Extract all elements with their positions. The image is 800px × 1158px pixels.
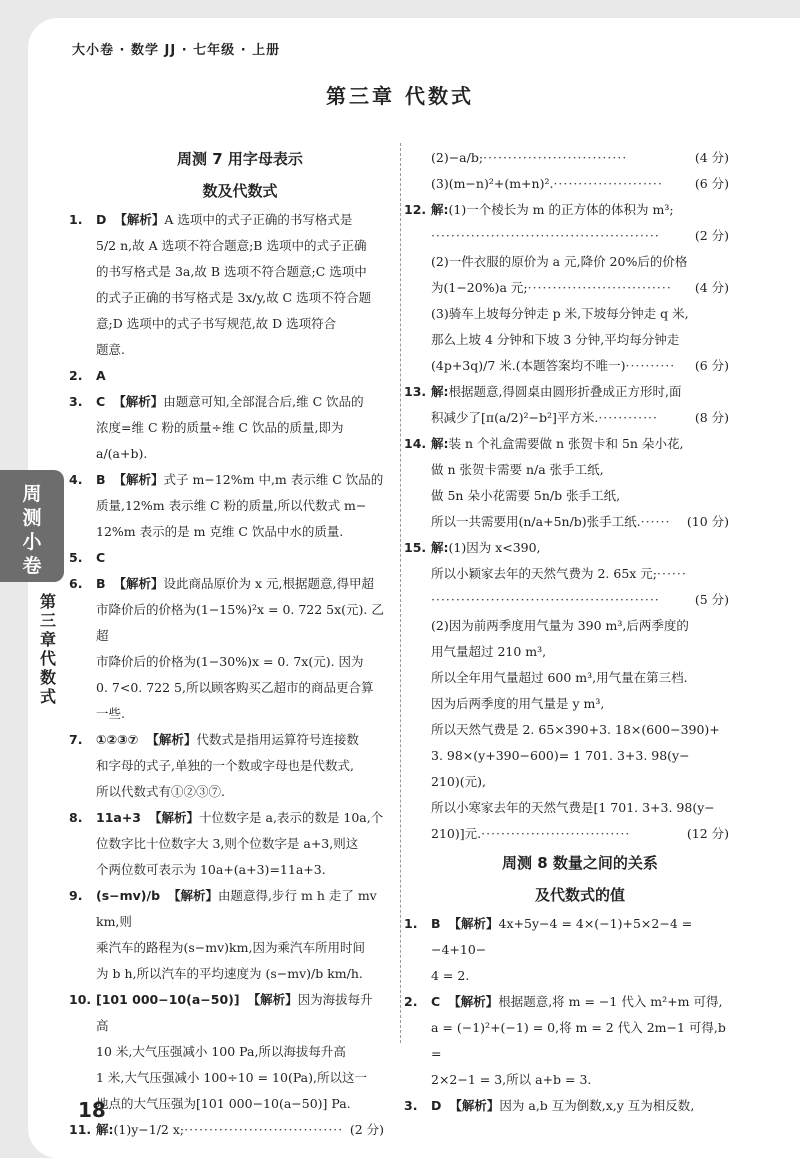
analysis-tag: 【解析】 xyxy=(114,212,165,227)
question-number: 5. xyxy=(69,550,83,565)
answer-line xyxy=(96,1091,384,1117)
answer-line xyxy=(96,259,384,285)
score-points: (4 分) xyxy=(694,150,729,165)
analysis-tag: 【解析】 xyxy=(247,992,298,1007)
score-points: (10 分) xyxy=(686,514,729,529)
answer-line xyxy=(96,753,384,779)
answer-text: 十位数字是 a,表示的数是 10a,个 xyxy=(199,810,384,825)
dot-leader: ······ xyxy=(640,514,671,529)
answer-text: 一些. xyxy=(96,706,125,721)
answer-line xyxy=(96,285,384,311)
question-number: 1. xyxy=(69,212,83,227)
answer-line xyxy=(431,587,729,613)
solution-label: 解: xyxy=(431,202,449,217)
answer-text: (4p+3q)/7 米.(本题答案均不唯一) xyxy=(431,358,626,373)
answer-text: 积减少了[π(a/2)²−b²]平方米. xyxy=(431,410,599,425)
answer-line xyxy=(96,675,384,701)
answer-line xyxy=(431,691,729,717)
answer-text: 所以小寒家去年的天然气费是[1 701. 3+3. 98(y− xyxy=(431,800,715,815)
answer-text: 市降价后的价格为(1−30%)x = 0. 7x(元). 因为 xyxy=(96,654,364,669)
answer-line xyxy=(431,249,729,275)
answer-text: 10 米,大气压强减小 100 Pa,所以海拔每升高 xyxy=(96,1044,346,1059)
answer-text: 那么上坡 4 分钟和下坡 3 分钟,平均每分钟走 xyxy=(431,332,680,347)
answer-line xyxy=(431,457,729,483)
answer-line xyxy=(96,857,384,883)
dot-leader: ·········· xyxy=(625,358,676,373)
answer-line xyxy=(96,935,384,961)
answer-line xyxy=(431,301,729,327)
answer-line xyxy=(404,535,729,561)
answer-text: 的书写格式是 3a,故 B 选项不符合题意;C 选项中 xyxy=(96,264,367,279)
answer-text: 地点的大气压强为[101 000−10(a−50)] Pa. xyxy=(96,1096,351,1111)
question-number: 13. xyxy=(404,384,427,399)
answer-line xyxy=(96,311,384,337)
analysis-tag: 【解析】 xyxy=(113,394,164,409)
answer-text: A 选项中的式子正确的书写格式是 xyxy=(164,212,353,227)
answer-line xyxy=(69,987,384,1039)
answer-line xyxy=(431,963,729,989)
question-number: 9. xyxy=(69,888,83,903)
solution-label: 解: xyxy=(96,1122,114,1137)
answer-line xyxy=(96,779,384,805)
answer-line xyxy=(96,233,384,259)
analysis-tag: 【解析】 xyxy=(448,916,499,931)
score-points: (4 分) xyxy=(694,280,729,295)
answer-line xyxy=(69,883,384,935)
answer-line xyxy=(431,717,729,743)
answer-text: 所以一共需要用(n/a+5n/b)张手工纸. xyxy=(431,514,641,529)
right-answer-lines xyxy=(404,145,729,847)
dot-leader: ·············································· xyxy=(431,228,660,243)
answer-text: 设此商品原价为 x 元,根据题意,得甲超 xyxy=(163,576,374,591)
answer-text: 5/2 n,故 A 选项不符合题意;B 选项中的式子正确 xyxy=(96,238,367,253)
dot-leader: ································ xyxy=(184,1122,344,1137)
answer-text: 做 5n 朵小花需要 5n/b 张手工纸, xyxy=(431,488,621,503)
answer-text: 的式子正确的书写格式是 3x/y,故 C 选项不符合题 xyxy=(96,290,372,305)
score-points: (12 分) xyxy=(686,826,729,841)
answer-text: (3)骑车上坡每分钟走 p 米,下坡每分钟走 q 米, xyxy=(431,306,689,321)
answer-line xyxy=(404,197,729,223)
answer-line xyxy=(404,911,729,963)
answer-line xyxy=(431,639,729,665)
section-title-week7: 周测 7 用字母表示 xyxy=(177,150,303,168)
dot-leader: ····························· xyxy=(483,150,628,165)
answer-text: (3)(m−n)²+(m+n)². xyxy=(431,176,554,191)
answer-choice: [101 000−10(a−50)] xyxy=(96,992,240,1007)
analysis-tag: 【解析】 xyxy=(113,472,164,487)
answer-text: 式子 m−12%m 中,m 表示维 C 饮品的 xyxy=(163,472,384,487)
answer-line xyxy=(431,743,729,769)
solution-label: 解: xyxy=(431,384,449,399)
question-number: 6. xyxy=(69,576,83,591)
answer-line xyxy=(69,1117,384,1143)
answer-text: 210)]元. xyxy=(431,826,482,841)
answer-choice: 11a+3 xyxy=(96,810,142,825)
solution-label: 解: xyxy=(431,540,449,555)
question-number: 10. xyxy=(69,992,92,1007)
answer-line xyxy=(431,795,729,821)
answer-line xyxy=(404,989,729,1015)
question-number: 1. xyxy=(404,916,418,931)
analysis-tag: 【解析】 xyxy=(448,994,499,1009)
dot-leader: ·············································· xyxy=(431,592,660,607)
section-title-week8: 周测 8 数量之间的关系 xyxy=(502,854,658,872)
answer-text: 题意. xyxy=(96,342,125,357)
answer-choice: B xyxy=(96,472,106,487)
answer-line xyxy=(431,821,729,847)
answer-text: 4 = 2. xyxy=(431,968,470,983)
answer-text: 因为海拔每升高 xyxy=(96,992,373,1033)
analysis-tag: 【解析】 xyxy=(449,1098,500,1113)
analysis-tag: 【解析】 xyxy=(149,810,200,825)
answer-line xyxy=(69,363,384,389)
answer-line xyxy=(96,701,384,727)
answer-line xyxy=(96,597,384,649)
score-points: (8 分) xyxy=(694,410,729,425)
answer-line xyxy=(431,665,729,691)
answer-text: 为 b h,所以汽车的平均速度为 (s−mv)/b km/h. xyxy=(96,966,363,981)
answer-choice: (s−mv)/b xyxy=(96,888,161,903)
answer-line xyxy=(431,405,729,431)
side-tab-label: 周测小卷 xyxy=(22,483,42,577)
answer-text: 所以天然气费是 2. 65×390+3. 18×(600−390)+ xyxy=(431,722,720,737)
answer-choice: B xyxy=(96,576,106,591)
answer-text: a = (−1)²+(−1) = 0,将 m = 2 代入 2m−1 可得,b = xyxy=(431,1020,726,1061)
answer-line xyxy=(96,1039,384,1065)
answer-line xyxy=(431,327,729,353)
question-number: 3. xyxy=(404,1098,418,1113)
answer-line xyxy=(431,1015,729,1067)
answer-text: 做 n 张贺卡需要 n/a 张手工纸, xyxy=(431,462,604,477)
answer-line xyxy=(96,415,384,467)
answer-line xyxy=(431,353,729,379)
answer-text: 根据题意,将 m = −1 代入 m²+m 可得, xyxy=(498,994,723,1009)
answer-text: 质量,12%m 表示维 C 粉的质量,所以代数式 m− xyxy=(96,498,367,513)
answer-text: 210)(元), xyxy=(431,774,486,789)
answer-text: 位数字比十位数字大 3,则个位数字是 a+3,则这 xyxy=(96,836,359,851)
score-points: (6 分) xyxy=(694,176,729,191)
answer-line xyxy=(96,493,384,519)
score-points: (6 分) xyxy=(694,358,729,373)
section-subtitle-week7: 数及代数式 xyxy=(202,182,278,200)
solution-label: 解: xyxy=(431,436,449,451)
answer-text: 0. 7<0. 722 5,所以顾客购买乙超市的商品更合算 xyxy=(96,680,374,695)
analysis-tag: 【解析】 xyxy=(146,732,197,747)
book-header: 大小卷 · 数学 JJ · 七年级 · 上册 xyxy=(72,43,281,58)
answer-choice: D xyxy=(96,212,107,227)
score-points: (2 分) xyxy=(694,228,729,243)
answer-text: 由题意可知,全部混合后,维 C 饮品的 xyxy=(163,394,364,409)
dot-leader: ······ xyxy=(657,566,687,581)
answer-line xyxy=(431,275,729,301)
dot-leader: ············ xyxy=(598,410,658,425)
answer-text: 市降价后的价格为(1−15%)²x = 0. 722 5x(元). 乙超 xyxy=(96,602,384,643)
answer-line xyxy=(431,509,729,535)
answer-text: 代数式是指用运算符号连接数 xyxy=(196,732,359,747)
answer-text: 用气量超过 210 m³, xyxy=(431,644,547,659)
question-number: 2. xyxy=(404,994,418,1009)
answer-line xyxy=(96,961,384,987)
answer-line xyxy=(96,649,384,675)
answer-text: (2)−a/b; xyxy=(431,150,484,165)
answer-line xyxy=(69,467,384,493)
answer-text: 1 米,大气压强减小 100÷10 = 10(Pa),所以这一 xyxy=(96,1070,367,1085)
question-number: 3. xyxy=(69,394,83,409)
question-number: 15. xyxy=(404,540,427,555)
answer-text: 所以全年用气量超过 600 m³,用气量在第三档. xyxy=(431,670,688,685)
chapter-title: 第三章 代数式 xyxy=(326,84,474,108)
answer-text: (1)y−1/2 x; xyxy=(113,1122,185,1137)
answer-choice: ①②③⑦ xyxy=(96,732,139,747)
answer-line xyxy=(96,519,384,545)
answer-choice: B xyxy=(431,916,441,931)
answer-line xyxy=(404,379,729,405)
dot-leader: ····························· xyxy=(527,280,672,295)
answer-text: 装 n 个礼盒需要做 n 张贺卡和 5n 朵小花, xyxy=(448,436,684,451)
analysis-tag: 【解析】 xyxy=(168,888,219,903)
answer-line xyxy=(431,769,729,795)
answer-text: 由题意得,步行 m h 走了 mv km,则 xyxy=(96,888,377,929)
answer-line xyxy=(69,571,384,597)
column-divider xyxy=(400,143,401,1043)
score-points: (5 分) xyxy=(694,592,729,607)
dot-leader: ······················ xyxy=(553,176,663,191)
answer-text: 乘汽车的路程为(s−mv)km,因为乘汽车所用时间 xyxy=(96,940,365,955)
question-number: 8. xyxy=(69,810,83,825)
answer-text: 所以代数式有①②③⑦. xyxy=(96,784,225,799)
answer-text: 因为后两季度的用气量是 y m³, xyxy=(431,696,605,711)
answer-text: (2)一件衣服的原价为 a 元,降价 20%后的价格 xyxy=(431,254,688,269)
score-points: (2 分) xyxy=(349,1122,384,1137)
answer-text: 所以小颖家去年的天然气费为 2. 65x 元; xyxy=(431,566,658,581)
answer-text: 个两位数可表示为 10a+(a+3)=11a+3. xyxy=(96,862,326,877)
question-number: 7. xyxy=(69,732,83,747)
answer-text: 意;D 选项中的式子书写规范,故 D 选项符合 xyxy=(96,316,337,331)
analysis-tag: 【解析】 xyxy=(113,576,164,591)
answer-line xyxy=(404,431,729,457)
answer-text: 12%m 表示的是 m 克维 C 饮品中水的质量. xyxy=(96,524,344,539)
answer-line xyxy=(431,613,729,639)
answer-line xyxy=(69,805,384,831)
answer-text: 和字母的式子,单独的一个数或字母也是代数式, xyxy=(96,758,354,773)
answer-line xyxy=(431,1067,729,1093)
answer-line xyxy=(96,1065,384,1091)
answer-text: (1)因为 x<390, xyxy=(448,540,541,555)
answer-choice: C xyxy=(431,994,441,1009)
answer-line xyxy=(431,561,729,587)
right-column xyxy=(404,145,729,1119)
answer-line xyxy=(431,223,729,249)
right-answer-lines-2 xyxy=(404,911,729,1119)
answer-line xyxy=(69,727,384,753)
page-number: 18 xyxy=(78,1098,106,1122)
question-number: 14. xyxy=(404,436,427,451)
question-number: 11. xyxy=(69,1122,92,1137)
answer-choice: C xyxy=(96,394,106,409)
answer-text: 2×2−1 = 3,所以 a+b = 3. xyxy=(431,1072,592,1087)
answer-line xyxy=(96,831,384,857)
answer-line xyxy=(431,483,729,509)
answer-text: (1)一个棱长为 m 的正方体的体积为 m³; xyxy=(448,202,674,217)
answer-line xyxy=(431,145,729,171)
dot-leader: ······························ xyxy=(481,826,631,841)
answer-line xyxy=(69,389,384,415)
answer-line xyxy=(96,337,384,363)
answer-text: 浓度=维 C 粉的质量÷维 C 饮品的质量,即为 a/(a+b). xyxy=(96,420,344,461)
question-number: 4. xyxy=(69,472,83,487)
answer-text: 为(1−20%)a 元; xyxy=(431,280,528,295)
answer-line xyxy=(69,545,384,571)
side-tab xyxy=(0,470,64,582)
answer-choice: D xyxy=(431,1098,442,1113)
section-subtitle-week8: 及代数式的值 xyxy=(534,886,625,904)
side-chapter-label: 第三章 代数式 xyxy=(39,592,56,706)
answer-text: 根据题意,得圆桌由圆形折叠成正方形时,面 xyxy=(448,384,682,399)
answer-text: 3. 98×(y+390−600)= 1 701. 3+3. 98(y− xyxy=(431,748,690,763)
answer-text: 因为 a,b 互为倒数,x,y 互为相反数, xyxy=(499,1098,695,1113)
answer-line xyxy=(69,207,384,233)
answer-text: (2)因为前两季度用气量为 390 m³,后两季度的 xyxy=(431,618,689,633)
answer-choice: C xyxy=(96,550,106,565)
answer-text: 4x+5y−4 = 4×(−1)+5×2−4 = −4+10− xyxy=(431,916,693,957)
answer-choice: A xyxy=(96,368,106,383)
question-number: 12. xyxy=(404,202,427,217)
question-number: 2. xyxy=(69,368,83,383)
answer-line xyxy=(404,1093,729,1119)
answer-line xyxy=(431,171,729,197)
